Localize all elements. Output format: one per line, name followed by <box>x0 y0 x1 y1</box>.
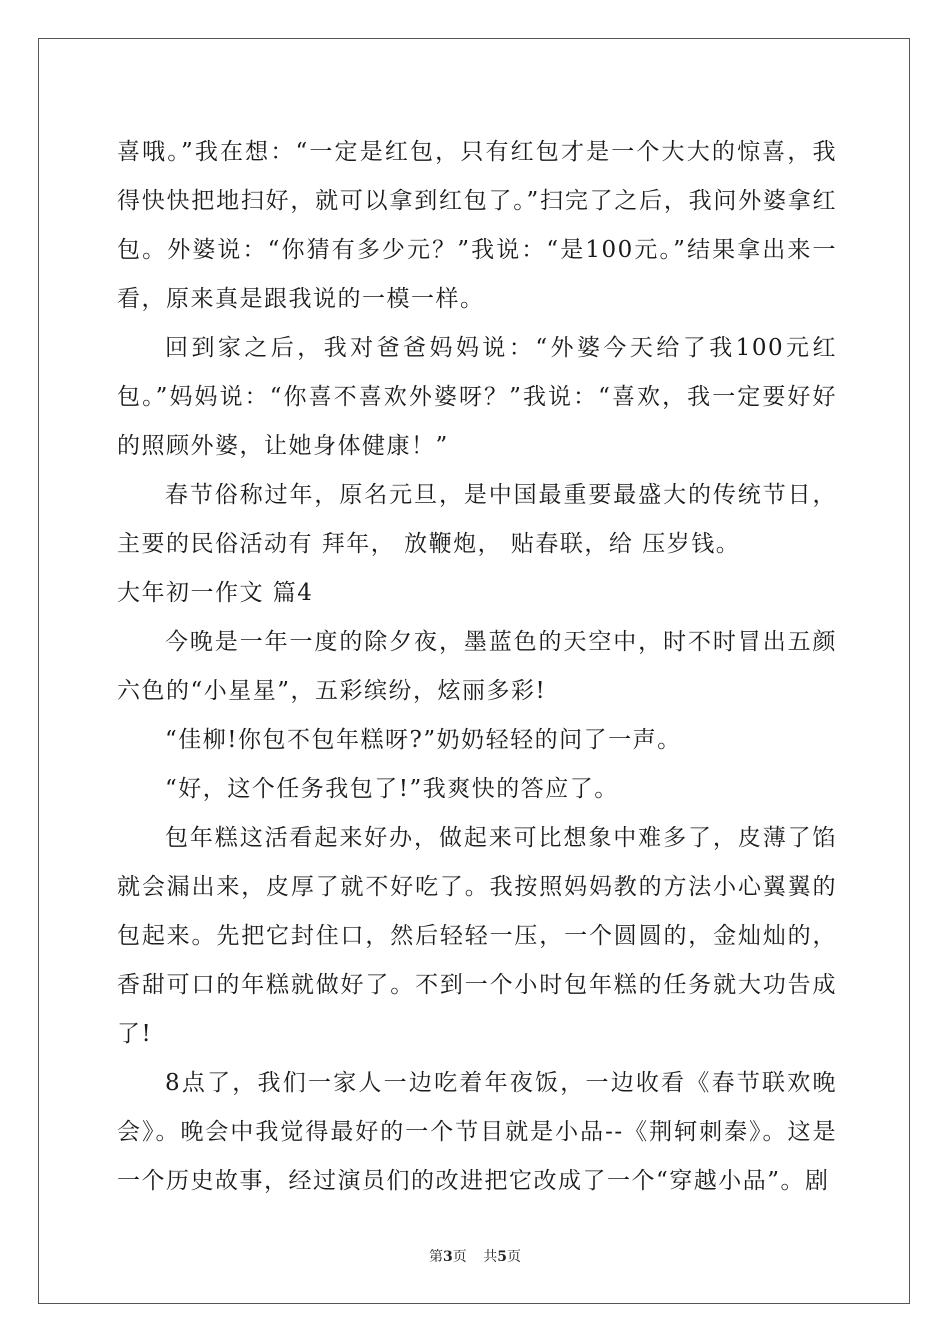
document-body <box>117 128 837 1206</box>
total-indicator <box>483 1249 521 1265</box>
page-footer <box>0 1246 950 1266</box>
total-prefix: 共 <box>483 1249 498 1265</box>
page-number: 3 <box>443 1249 453 1265</box>
paragraph-gala: 8点了，我们一家人一边吃着年夜饭，一边收看《春节联欢晚会》。晚会中我觉得最好的一个节目就是小品--《荆轲刺秦》。这是一个历史故事，经过演员们的改进把它改成了一个“穿越小品”。剧 <box>117 1070 837 1194</box>
page-suffix: 页 <box>452 1249 467 1265</box>
paragraph-answer: “好，这个任务我包了!”我爽快的答应了。 <box>165 776 619 802</box>
page-indicator <box>429 1249 467 1265</box>
page-prefix: 第 <box>429 1249 444 1265</box>
section-title: 大年初一作文 篇4 <box>117 580 314 606</box>
paragraph-home: 回到家之后，我对爸爸妈妈说：“外婆今天给了我100元红包。”妈妈说：“你喜不喜欢外婆呀？”我说：“喜欢，我一定要好好的照顾外婆，让她身体健康！” <box>117 335 837 459</box>
paragraph-new-year-eve: 今晚是一年一度的除夕夜，墨蓝色的天空中，时不时冒出五颜六色的“小星星”，五彩缤纷，炫丽多彩! <box>117 629 837 704</box>
paragraph-continued: 喜哦。”我在想：“一定是红包，只有红包才是一个大大的惊喜，我得快快把地扫好，就可以拿到红包了。”扫完了之后，我问外婆拿红包。外婆说：“你猜有多少元？”我说：“是100元。”结果拿出来一看，原来真是跟我说的一模一样。 <box>117 139 837 312</box>
total-suffix: 页 <box>506 1249 521 1265</box>
paragraph-spring-festival: 春节俗称过年，原名元旦，是中国最重要最盛大的传统节日，主要的民俗活动有 拜年， 放鞭炮， 贴春联，给 压岁钱。 <box>117 482 837 557</box>
paragraph-grandma-question: “佳柳!你包不包年糕呀?”奶奶轻轻的问了一声。 <box>165 727 682 753</box>
total-number: 5 <box>497 1249 507 1265</box>
paragraph-rice-cake: 包年糕这活看起来好办，做起来可比想象中难多了，皮薄了馅就会漏出来，皮厚了就不好吃了。我按照妈妈教的方法小心翼翼的包起来。先把它封住口，然后轻轻一压，一个圆圆的，金灿灿的，香甜可口的年糕就做好了。不到一个小时包年糕的任务就大功告成了! <box>117 825 837 1047</box>
